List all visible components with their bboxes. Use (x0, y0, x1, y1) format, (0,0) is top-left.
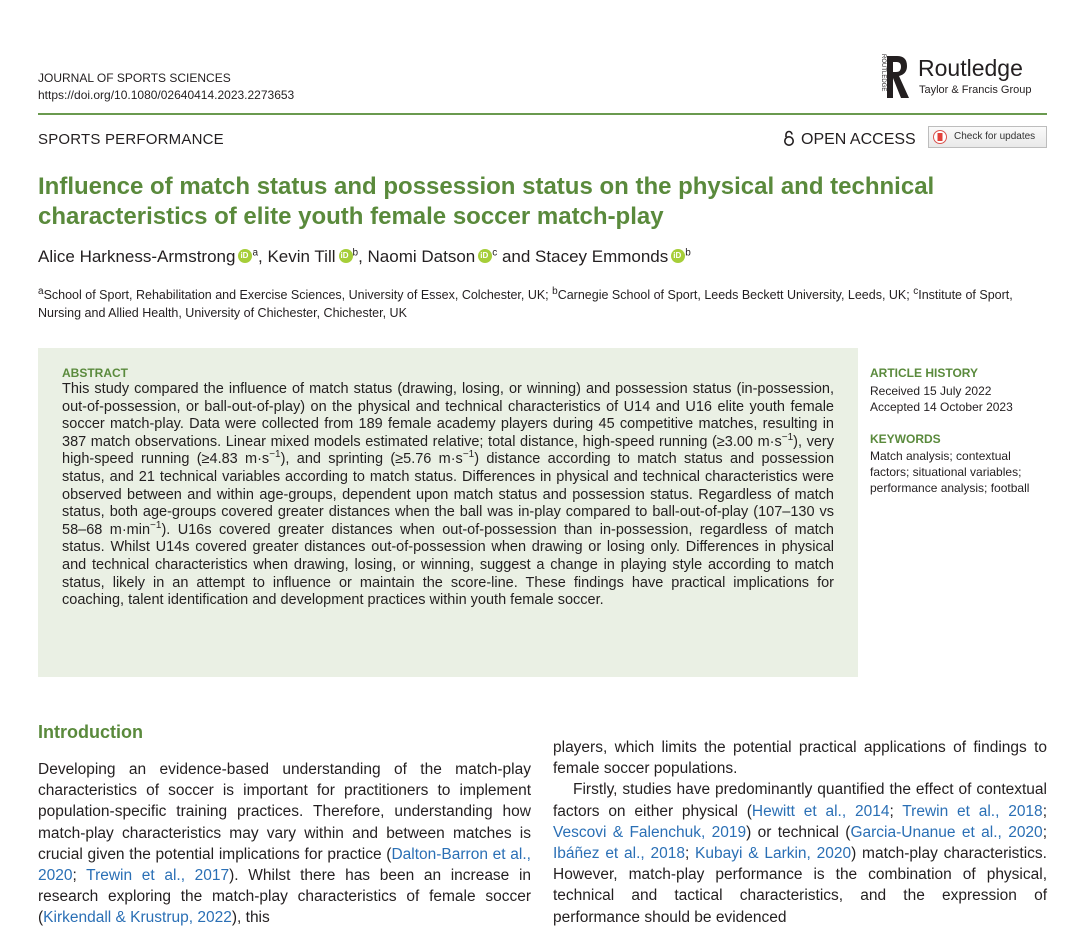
intro-column-right (553, 737, 1047, 928)
accepted-date: Accepted 14 October 2023 (870, 400, 1013, 414)
author-affil-sup: c (492, 247, 498, 259)
citation-link[interactable]: Kirkendall & Krustrup, 2022 (43, 909, 232, 927)
author-separator: , (258, 247, 268, 266)
crossmark-icon (933, 130, 947, 144)
abstract-part: ). U16s covered greater distances when out-of-possession than in-possession, regardless of match status. Whilst U14s covered greater distances out-of-possession when drawing or losing only. Differences in physical and technical characteristics when drawing, losing, or winning, suggest a change in playing style according to match status, likely in an attempt to influence or maintain the score-line. These findings have practical implications for coaching, talent identification and development practices within youth female soccer. (62, 521, 834, 609)
citation-link[interactable]: Ibáñez et al., 2018 (553, 845, 685, 863)
abstract-part: ), very high-speed running (≥4.83 m·s (62, 433, 835, 468)
intro-column-left (38, 759, 531, 929)
article-title: Influence of match status and possession status on the physical and technical characteristics of elite youth female soccer match-play (38, 173, 935, 230)
abstract-text (62, 381, 834, 610)
citation-link[interactable]: Dalton-Barron et al., 2020 (38, 845, 531, 885)
author-affil-sup: b (352, 247, 359, 259)
open-access-text: OPEN ACCESS (801, 131, 916, 148)
author-separator: , (358, 247, 368, 266)
citation-link[interactable]: Kubayi & Larkin, 2020 (695, 845, 852, 863)
section-label: SPORTS PERFORMANCE (38, 131, 224, 148)
text-run: ) match-play characteristics. However, match-play performance is the combination of physical, technical and tactical characteristics, and the expression of performance should be evidenced (553, 845, 1047, 926)
affil-sup: c (913, 285, 919, 297)
intro-paragraph: players, which limits the potential practical applications of findings to female soccer populations. (553, 739, 1047, 778)
citation-link[interactable]: Trewin et al., 2017 (86, 867, 230, 885)
keywords-text: Match analysis; contextual factors; situational variables; performance analysis; football (870, 449, 1030, 495)
intro-paragraph (553, 779, 1047, 927)
text-run: ; (72, 867, 87, 885)
text-run: ; (684, 845, 696, 863)
logo-vertical-text: ROUTLEDGE (880, 54, 886, 92)
doi-link[interactable]: https://doi.org/10.1080/02640414.2023.2273653 (38, 88, 295, 102)
citation-link[interactable]: Garcia-Unanue et al., 2020 (850, 823, 1043, 841)
author-affil-sup: a (252, 247, 259, 259)
text-run: ). Whilst there has been an increase in research exploring the match-play characteristics of female soccer ( (38, 867, 532, 927)
text-run: Developing an evidence-based understanding of the match-play characteristics of soccer is important for practitioners to implement population-specific training practices. Therefore, understanding how match-play characteristics may vary within and between matches is crucial given the potential implications for practice ( (38, 761, 531, 863)
text-run: ; (889, 802, 903, 820)
orcid-icon[interactable] (671, 249, 685, 263)
article-history-heading: ARTICLE HISTORY (870, 366, 979, 380)
abstract-sup: −1 (269, 449, 281, 461)
citation-link[interactable]: Vescovi & Falenchuk, 2019 (553, 823, 747, 841)
citation-link[interactable]: Trewin et al., 2018 (902, 802, 1043, 820)
affil-text: School of Sport, Rehabilitation and Exercise Sciences, University of Essex, Colchester, UK; (43, 288, 553, 302)
affiliations (38, 286, 1050, 322)
header-divider (38, 113, 1047, 115)
author-separator: and (497, 247, 536, 266)
affil-text: Institute of Sport, Nursing and Allied Health, University of Chichester, Chichester, UK (38, 288, 1013, 320)
orcid-icon[interactable] (339, 249, 353, 263)
check-for-updates-label: Check for updates (954, 131, 1036, 142)
author-name[interactable]: Alice Harkness-Armstrong (38, 247, 236, 266)
text-run: ) or technical ( (746, 823, 851, 841)
author-name[interactable]: Kevin Till (267, 247, 336, 266)
open-access-label (783, 130, 916, 149)
affil-sup: a (38, 285, 44, 297)
affil-text: Carnegie School of Sport, Leeds Beckett University, Leeds, UK; (557, 288, 914, 302)
journal-name: JOURNAL OF SPORTS SCIENCES (38, 71, 231, 85)
author-affil-sup: b (685, 247, 691, 259)
abstract-part: ), and sprinting (≥5.76 m·s (280, 451, 463, 468)
introduction-heading: Introduction (38, 722, 143, 742)
citation-link[interactable]: Hewitt et al., 2014 (751, 802, 890, 820)
received-date: Received 15 July 2022 (870, 384, 992, 398)
abstract-heading: ABSTRACT (62, 366, 128, 380)
abstract-part: This study compared the influence of match status (drawing, losing, or winning) and possession status (in-possession, out-of-possession, or ball-out-of-play) on the physical and technical characteristics of U14 and U16 elite youth female soccer match-play. Data were collected from 189 female academy players during 45 competitive matches, resulting in 387 match observations. Linear mixed models estimated relative; total distance, high-speed running (≥3.00 m·s (62, 381, 834, 450)
author-name[interactable]: Stacey Emmonds (535, 247, 669, 266)
routledge-logo-icon (873, 52, 913, 100)
publisher-group: Taylor & Francis Group (919, 84, 1032, 96)
text-run: ; (1042, 802, 1047, 820)
author-name[interactable]: Naomi Datson (367, 247, 476, 266)
text-run: Firstly, studies have predominantly quantified the effect of contextual factors on either physical ( (553, 781, 1047, 820)
abstract-sup: −1 (462, 449, 475, 461)
author-list (38, 246, 691, 268)
orcid-icon[interactable] (478, 249, 492, 263)
keywords-heading: KEYWORDS (870, 432, 941, 446)
affil-sup: b (552, 285, 558, 297)
check-for-updates-button[interactable] (928, 126, 1047, 148)
abstract-sup: −1 (150, 519, 162, 531)
open-lock-icon (783, 130, 795, 146)
text-run: ), this (231, 909, 270, 927)
publisher-name: Routledge (918, 55, 1023, 81)
text-run: ; (1042, 823, 1047, 841)
orcid-icon[interactable] (238, 249, 252, 263)
publisher-logo[interactable] (873, 52, 1048, 102)
abstract-part: ) distance according to match status and possession status, and 21 technical variables according to match status. Differences in physical and technical characteristics were observed between and within age-groups, dependent upon match status and possession status. Regardless of match status, both age-groups covered greater distances when the ball was in-play compared to ball-out-of-play (107–130 vs 58–68 m·min (62, 451, 835, 538)
abstract-sup: −1 (781, 431, 794, 443)
